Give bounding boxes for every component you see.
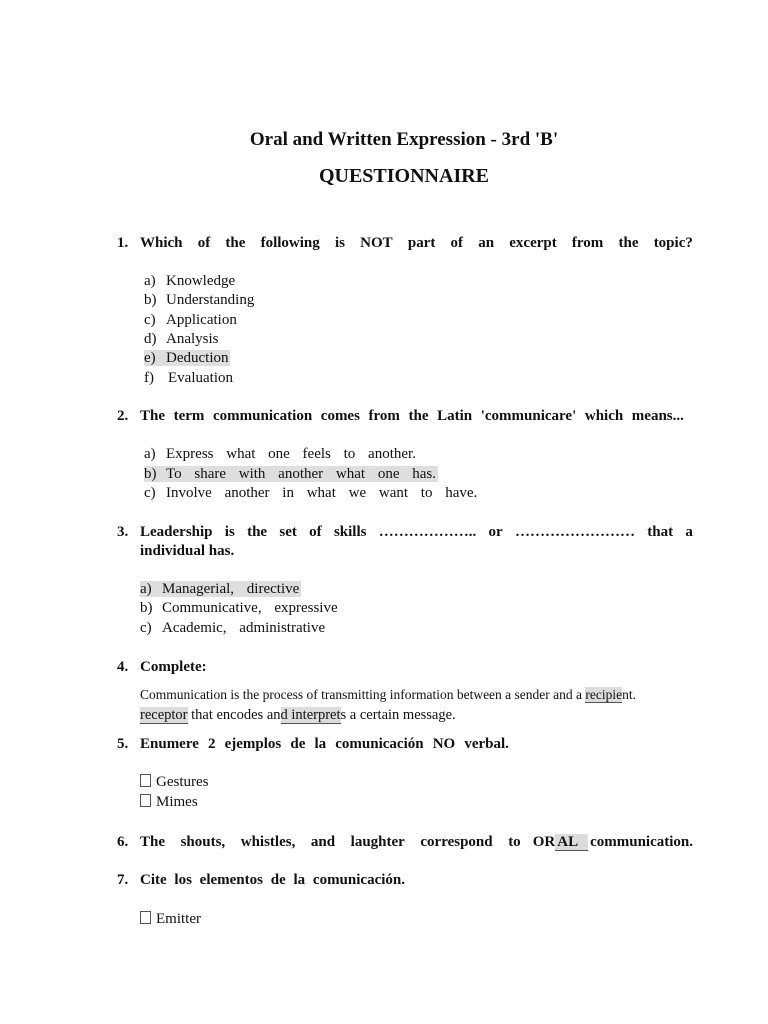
option-b-selected: b) To share with another what one has.: [144, 466, 436, 482]
question-word: skills: [333, 524, 367, 540]
document-title: Oral and Written Expression - 3rd 'B': [249, 129, 559, 150]
question-word: communication: [213, 408, 313, 424]
question-word: ………………..: [378, 524, 477, 540]
option-f: f) Evaluation: [144, 370, 233, 386]
question-text: Complete:: [140, 659, 207, 675]
answer-interpret: d interpret: [280, 707, 341, 723]
question-word: the: [225, 235, 246, 251]
option-a: a) Express what one feels to another.: [144, 446, 416, 462]
question-word: the: [247, 524, 268, 540]
question-number: 6.: [117, 834, 129, 850]
option-c: c) Application: [144, 312, 237, 328]
option-c: c) Academic, administrative: [140, 620, 326, 636]
question-word: Enumere: [140, 736, 199, 752]
question-number: 4.: [117, 659, 129, 675]
question-word: of: [197, 235, 211, 251]
question-3: [117, 524, 693, 564]
question-word: de: [290, 736, 306, 752]
checkbox-icon: [140, 774, 151, 787]
question-word: or: [488, 524, 503, 540]
question-text: [140, 736, 509, 753]
question-text: [140, 235, 693, 252]
question-text: [140, 872, 405, 889]
question-word: Which: [140, 235, 183, 251]
question-text: [140, 524, 693, 541]
question-word: laughter: [350, 834, 405, 850]
question-text-line-2: individual has.: [140, 543, 235, 559]
list-item: Gestures: [140, 774, 209, 791]
question-word: Leadership: [140, 524, 213, 540]
option-c: c) Involve another in what we want to have.: [144, 485, 478, 501]
question-text: [140, 408, 684, 425]
question-word: of: [309, 524, 322, 540]
question-word: 2: [208, 736, 216, 752]
answer-oral: AL: [555, 834, 588, 851]
question-word: NOT: [360, 235, 393, 251]
question-word: comunicación.: [312, 872, 405, 888]
question-number: 1.: [117, 235, 129, 251]
question-word: the: [408, 408, 429, 424]
question-word: ejemplos: [224, 736, 282, 752]
question-word: los: [174, 872, 192, 888]
question-word: of: [450, 235, 464, 251]
question-number: 5.: [117, 736, 129, 752]
question-word: set: [279, 524, 297, 540]
document-subtitle: QUESTIONNAIRE: [318, 165, 490, 187]
question-word: 'communicare': [480, 408, 577, 424]
question-word: NO: [432, 736, 456, 752]
option-b: b) Communicative, expressive: [140, 600, 338, 616]
option-b: b) Understanding: [144, 292, 255, 308]
question-word: to: [508, 834, 521, 850]
question-word: la: [293, 872, 306, 888]
option-a: a) Knowledge: [144, 273, 236, 289]
question-word: part: [407, 235, 436, 251]
question-word: that: [647, 524, 674, 540]
question-word: elementos: [199, 872, 263, 888]
question-word: following: [260, 235, 320, 251]
question-word: excerpt: [509, 235, 557, 251]
checkbox-icon: [140, 911, 151, 924]
question-number: 3.: [117, 524, 129, 540]
question-word: is: [224, 524, 235, 540]
question-word: and: [310, 834, 336, 850]
question-word: The: [140, 834, 166, 850]
question-word: shouts,: [180, 834, 226, 850]
question-number: 2.: [117, 408, 129, 424]
question-word: from: [368, 408, 400, 424]
question-word: Latin: [437, 408, 473, 424]
answer-receptor: receptor: [140, 707, 188, 723]
question-text: The shouts, whistles, and laughter correspond to OR AL communication.: [140, 834, 693, 850]
answer-line-2: receptor that encodes and interprets a certain message.: [140, 707, 456, 723]
question-word: from: [571, 235, 604, 251]
question-word: The: [140, 408, 166, 424]
list-item: Emitter: [140, 911, 201, 928]
question-word: topic?: [653, 235, 693, 251]
question-word: which: [584, 408, 624, 424]
question-word: verbal.: [464, 736, 509, 752]
question-word: de: [270, 872, 286, 888]
checkbox-icon: [140, 794, 151, 807]
question-number: 7.: [117, 872, 129, 888]
question-word: correspond: [420, 834, 493, 850]
question-word: comes: [320, 408, 360, 424]
question-word: an: [478, 235, 495, 251]
question-word: a: [685, 524, 693, 540]
option-a-selected: a) Managerial, directive: [140, 581, 300, 597]
answer-recipient: recipie: [585, 687, 623, 702]
answer-line-1: Communication is the process of transmitting information between a sender and a recipient.: [140, 687, 637, 702]
question-word: the: [618, 235, 639, 251]
question-word: whistles,: [240, 834, 296, 850]
question-word: means...: [631, 408, 684, 424]
option-d: d) Analysis: [144, 331, 219, 347]
question-word: la: [314, 736, 327, 752]
option-e-selected: e) Deduction: [144, 350, 229, 366]
question-word: term: [173, 408, 205, 424]
question-word: comunicación: [335, 736, 424, 752]
list-item: Mimes: [140, 794, 198, 811]
question-word: Cite: [140, 872, 167, 888]
question-word: ……………………: [514, 524, 635, 540]
question-word: is: [334, 235, 345, 251]
